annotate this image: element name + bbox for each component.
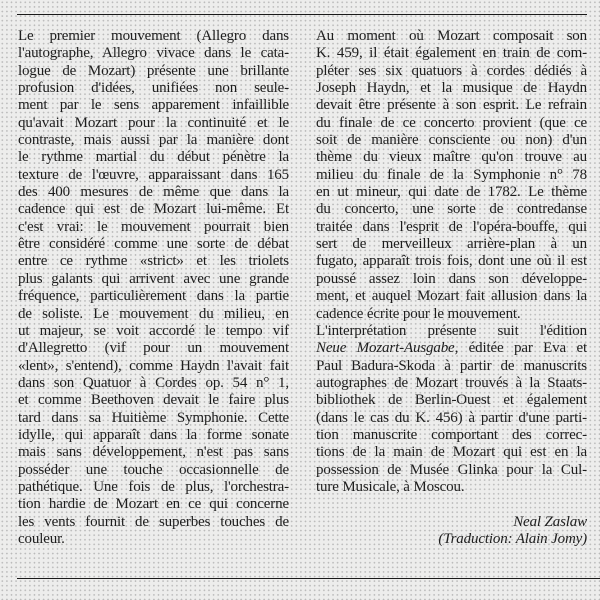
text-line: posséder une touche occasionnelle de (18, 461, 289, 478)
text-line: tions de la main de Mozart qui est en la (316, 444, 587, 461)
text-line: L'interprétation présente suit l'édition (316, 322, 587, 339)
text-line: dans son Quatuor à Cordes op. 54 n° 1, (18, 374, 289, 391)
text-line: soit de manière consciente ou non) d'un (316, 132, 587, 149)
paragraph-edition (316, 323, 587, 496)
text-line: être considéré comme une sorte de débat (18, 236, 289, 253)
bottom-rule (17, 578, 600, 579)
text-line: fréquence, particulièrement dans la partie (18, 288, 289, 305)
text-line: en ut mineur, qui date de 1782. Le thème (316, 184, 587, 201)
text-line: du concerto, une sorte de contredanse (316, 201, 587, 218)
text-line: tion manuscrite comportant des correc- (316, 426, 587, 443)
text-line: le rythme martial du début pénètre la (18, 149, 289, 166)
text-line: cadence qui est de Mozart lui-même. Et (18, 201, 289, 218)
text-line: les vents fournit de superbes touches de (18, 513, 289, 530)
text-line: c'est vrai: le mouvement pourrait bien (18, 218, 289, 235)
text-line: couleur. (18, 530, 65, 547)
text-line: pathétique. Une fois de plus, l'orchestra- (18, 478, 289, 495)
text-line: tard dans sa Huitième Symphonie. Cette (18, 409, 289, 426)
text-line: logue de Mozart) présente une brillante (18, 62, 289, 79)
text-line (316, 340, 587, 357)
text-line: l'autographe, Allegro vivace dans le cata- (18, 45, 289, 62)
left-column (18, 28, 289, 548)
text-line: pléter ses six quatuors à cordes dédiés à (316, 62, 587, 79)
text-line: poussé assez loin dans son développe- (316, 270, 587, 287)
text-line: milieu du finale de la Symphonie n° 78 (316, 166, 587, 183)
text-line: contraste, mais aussi par la manière dont (18, 132, 289, 149)
translator-credit: (Traduction: Alain Jomy) (438, 530, 587, 547)
right-column (316, 28, 587, 548)
text-line: thème du vieux maître qu'on trouve au (316, 149, 587, 166)
text-line: Joseph Haydn, et la musique de Haydn (316, 80, 587, 97)
text-line: ut majeur, se voit accordé le tempo vif (18, 322, 289, 339)
text-line: traitée dans l'esprit de l'opéra-bouffe, qui (316, 218, 587, 235)
text-line: K. 459, il était également en train de com- (316, 45, 587, 62)
text-fragment: , éditée par Eva et (454, 340, 587, 357)
text-line: «lent», s'entend), comme Haydn l'avait fait (18, 357, 289, 374)
text-line: texture de l'œuvre, apparaissant dans 165 (18, 166, 289, 183)
text-line: possession de Musée Glinka pour la Cul- (316, 461, 587, 478)
text-line: Le premier mouvement (Allegro dans (18, 28, 289, 44)
text-line: et comme Beethoven devait le faire plus (18, 392, 289, 409)
paragraph-concerto-history (316, 28, 587, 323)
text-line: des 400 mesures de même que dans la (18, 184, 289, 201)
text-line: cadence écrite pour le mouvement. (316, 305, 521, 322)
text-line: bibliothek de Berlin-Ouest et également (316, 392, 587, 409)
text-line: ture Musicale, à Moscou. (316, 478, 465, 495)
text-line: tion hardie de Mozart en ce qui concerne (18, 496, 289, 513)
edition-title: Neue Mozart-Ausgabe (316, 340, 455, 357)
text-line: autographes de Mozart trouvés à la Staats- (316, 374, 587, 391)
text-line: plus galants qui arrivent avec une grande (18, 270, 289, 287)
text-line: idylle, qui apparaît dans la forme sonate (18, 426, 289, 443)
text-line: profusion d'idées, unifiées non seule- (18, 80, 289, 97)
text-line: entre ce rythme «strict» et les triolets (18, 253, 289, 270)
spacer (316, 496, 587, 513)
text-line: Au moment où Mozart composait son (316, 28, 587, 44)
author-signature: Neal Zaslaw (513, 513, 587, 530)
text-line: (dans le cas du K. 456) à partir d'une parti- (316, 409, 587, 426)
text-line: ment par le sens apparement infaillible (18, 97, 289, 114)
text-line: devait être présente à son esprit. Le refrain (316, 97, 587, 114)
text-line: mais sans développement, n'est pas sans (18, 444, 289, 461)
text-line: ment, et auquel Mozart fait allusion dans la (316, 288, 587, 305)
text-line: Paul Badura-Skoda à partir de manuscrits (316, 357, 587, 374)
text-line: d'Allegretto (vif pour un mouvement (18, 340, 289, 357)
text-line: du finale de ce concerto provient (que ce (316, 114, 587, 131)
top-rule (17, 14, 587, 15)
text-line: qu'avait Mozart pour la continuité et le (18, 114, 289, 131)
text-line: sert de merveilleux arrière-plan à un (316, 236, 587, 253)
text-line: fugato, apparaît trois fois, dont une où il est (316, 253, 587, 270)
text-line: de soliste. Le mouvement du milieu, en (18, 305, 289, 322)
